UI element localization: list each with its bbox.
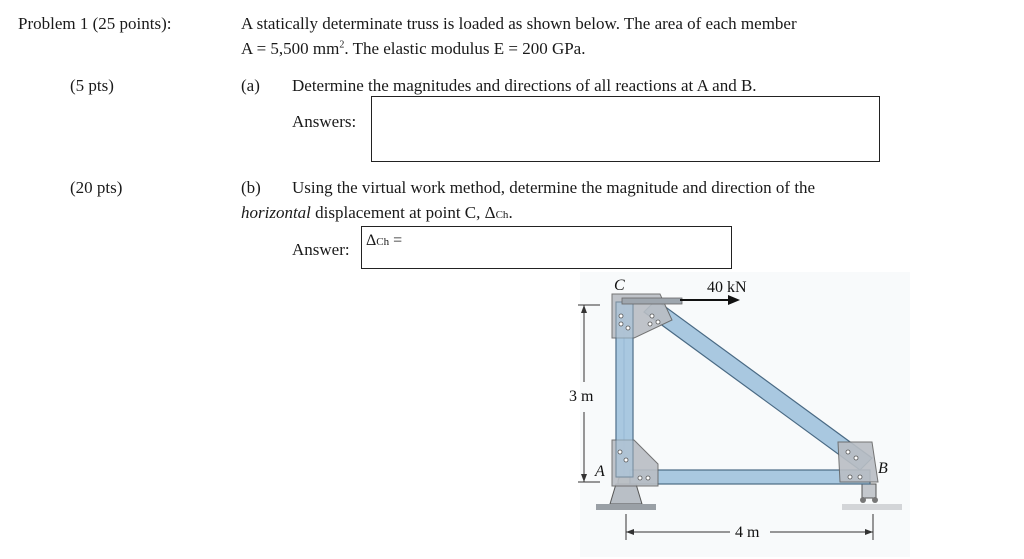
part-a-points: (5 pts) <box>70 76 114 95</box>
part-b-question-line2: horizontal displacement at point C, ΔCh. <box>241 203 513 222</box>
problem-title: Problem 1 (25 points): <box>18 14 172 33</box>
dimension-height-label: 3 m <box>569 388 594 405</box>
part-a-question: Determine the magnitudes and directions of all reactions at A and B. <box>292 76 757 95</box>
label-c: C <box>614 277 625 294</box>
part-b-answer-prefix: ΔCh = <box>366 232 403 249</box>
part-a-answer-box[interactable] <box>371 96 880 162</box>
part-a-answer-label: Answers: <box>292 112 357 131</box>
problem-intro-line1: A statically determinate truss is loaded as shown below. The area of each member <box>241 14 797 33</box>
top-beam-c <box>622 298 682 304</box>
label-a: A <box>595 463 605 480</box>
part-b-answer-label: Answer: <box>292 240 350 259</box>
part-b-label: (b) <box>241 178 261 197</box>
member-ab <box>630 470 870 484</box>
part-b-points: (20 pts) <box>70 178 123 197</box>
problem-intro-line2: A = 5,500 $mm^2$. The elastic modulus E = 200 GPa. <box>241 39 586 58</box>
part-b-answer-box[interactable] <box>361 226 732 269</box>
dimension-width-label: 4 m <box>735 524 760 541</box>
label-b: B <box>878 460 888 477</box>
part-b-question-line1: Using the virtual work method, determine the magnitude and direction of the <box>292 178 816 197</box>
part-a-label: (a) <box>241 76 260 95</box>
truss-figure <box>560 272 920 557</box>
load-label: 40 kN <box>707 279 747 296</box>
